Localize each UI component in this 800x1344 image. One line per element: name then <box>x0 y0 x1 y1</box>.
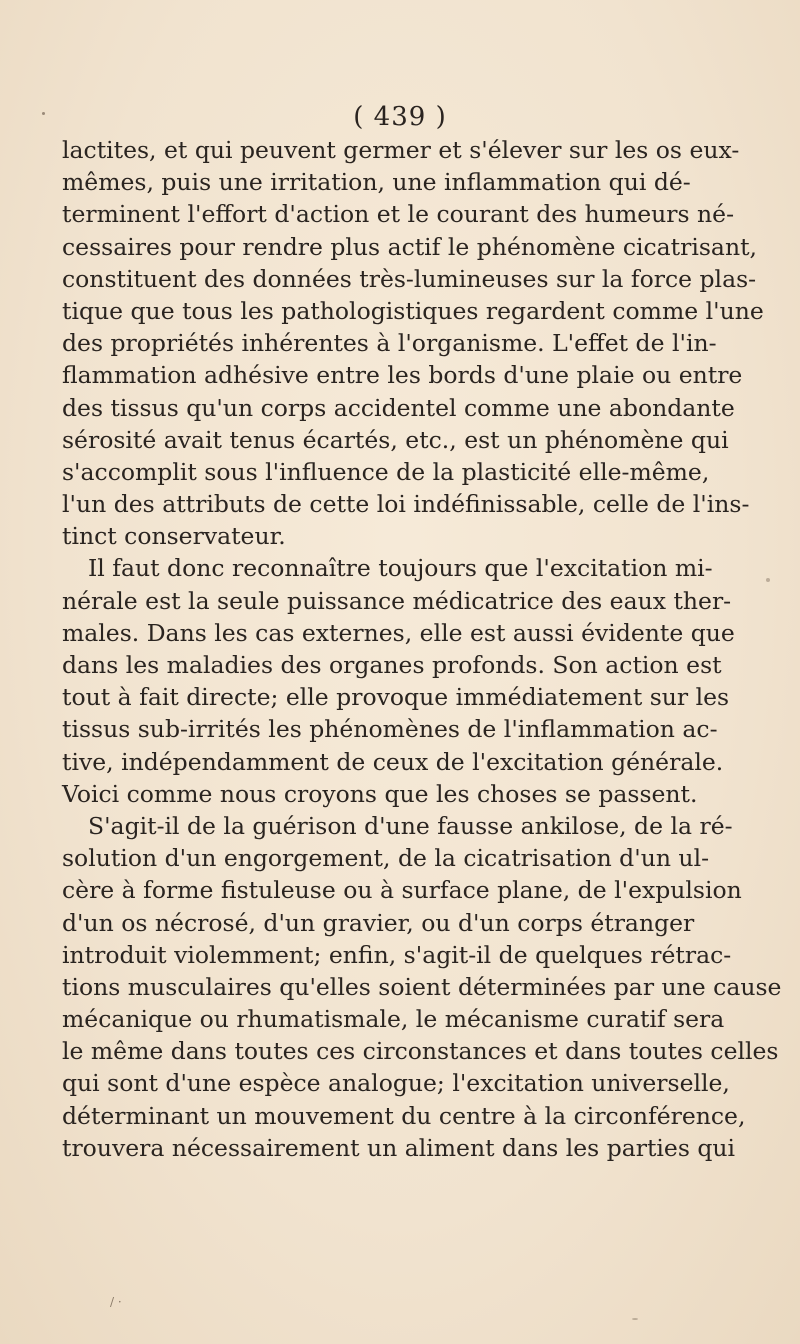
paper-speck <box>766 578 770 582</box>
text-line: cère à forme fistuleuse ou à surface plane, de l'expulsion <box>62 876 742 905</box>
text-line: trouvera nécessairement un aliment dans les parties qui <box>62 1133 736 1162</box>
text-line: constituent des données très-lumineuses sur la force plas- <box>62 264 757 293</box>
text-line: flammation adhésive entre les bords d'une plaie ou entre <box>62 361 743 390</box>
text-line: déterminant un mouvement du centre à la circonférence, <box>62 1101 746 1130</box>
paragraph-2 <box>62 552 735 810</box>
paragraph-1 <box>62 134 764 552</box>
text-line: lactites, et qui peuvent germer et s'élever sur les os eux- <box>62 136 740 164</box>
text-line: Il faut donc reconnaître toujours que l'excitation mi- <box>88 554 713 583</box>
text-line: S'agit-il de la guérison d'une fausse ankilose, de la ré- <box>88 811 733 840</box>
text-line: introduit violemment; enfin, s'agit-il de quelques rétrac- <box>62 940 732 969</box>
text-line: tinct conservateur. <box>62 522 286 551</box>
text-line: s'accomplit sous l'influence de la plasticité elle-même, <box>62 457 710 486</box>
paragraph-3 <box>62 810 782 1164</box>
text-line: tissus sub-irrités les phénomènes de l'inflammation ac- <box>62 715 718 744</box>
text-line: nérale est la seule puissance médicatrice des eaux ther- <box>62 586 732 615</box>
text-line: males. Dans les cas externes, elle est aussi évidente que <box>62 618 735 647</box>
paper-speck <box>42 112 45 115</box>
text-line: mêmes, puis une irritation, une inflammation qui dé- <box>62 168 691 197</box>
corner-mark: / · <box>110 1295 122 1309</box>
text-line: le même dans toutes ces circonstances et dans toutes celles <box>62 1037 779 1066</box>
text-line: sérosité avait tenus écartés, etc., est un phénomène qui <box>62 425 729 454</box>
text-line: tout à fait directe; elle provoque immédiatement sur les <box>62 683 730 712</box>
text-line: des tissus qu'un corps accidentel comme une abondante <box>62 393 735 422</box>
text-line: d'un os nécrosé, d'un gravier, ou d'un corps étranger <box>62 908 695 937</box>
text-line: qui sont d'une espèce analogue; l'excitation universelle, <box>62 1069 730 1098</box>
text-line: terminent l'effort d'action et le courant des humeurs né- <box>62 200 735 229</box>
body-text <box>62 134 782 1164</box>
text-line: tive, indépendamment de ceux de l'excitation générale. <box>62 747 724 776</box>
text-line: tions musculaires qu'elles soient déterminées par une cause <box>62 972 782 1001</box>
page-number: ( 439 ) <box>353 102 447 132</box>
text-line: des propriétés inhérentes à l'organisme. L'effet de l'in- <box>62 329 717 358</box>
text-line: l'un des attributs de cette loi indéfinissable, celle de l'ins- <box>62 490 750 519</box>
text-line: solution d'un engorgement, de la cicatrisation d'un ul- <box>62 844 710 873</box>
paper-speck <box>632 1318 638 1320</box>
text-line: mécanique ou rhumatismale, le mécanisme curatif sera <box>62 1005 725 1034</box>
text-line: dans les maladies des organes profonds. Son action est <box>62 651 722 679</box>
text-line: tique que tous les pathologistiques regardent comme l'une <box>62 296 764 325</box>
text-line: cessaires pour rendre plus actif le phénomène cicatrisant, <box>62 232 757 261</box>
text-line: Voici comme nous croyons que les choses se passent. <box>62 779 698 808</box>
